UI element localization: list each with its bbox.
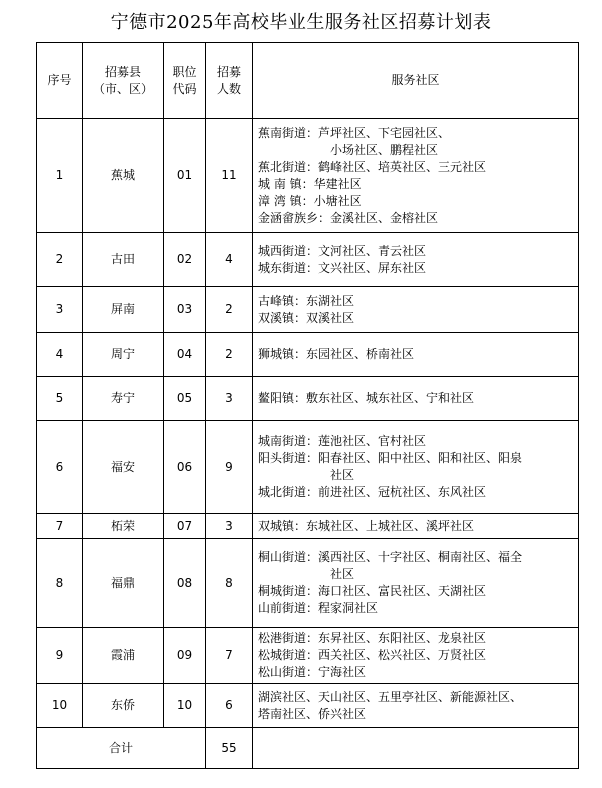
service-line: 山前街道：程家洞社区 xyxy=(258,601,379,615)
cell-count: 9 xyxy=(206,421,253,514)
cell-count: 6 xyxy=(206,684,253,728)
cell-count: 2 xyxy=(206,287,253,333)
cell-service xyxy=(253,514,579,539)
cell-service xyxy=(253,119,579,233)
cell-county: 柘荣 xyxy=(83,514,164,539)
cell-seq: 6 xyxy=(37,421,83,514)
service-line: 蕉南街道：芦坪社区、下宅园社区、 xyxy=(258,125,451,140)
cell-county: 寿宁 xyxy=(83,377,164,421)
table-row xyxy=(37,287,579,333)
service-line: 阳头街道：阳春社区、阳中社区、阳和社区、阳泉 xyxy=(258,451,523,465)
service-line: 漳 湾 镇：小塘社区 xyxy=(258,193,362,208)
table-row xyxy=(37,514,579,539)
cell-code: 03 xyxy=(164,287,206,333)
total-label: 合计 xyxy=(37,728,206,769)
cell-county: 东侨 xyxy=(83,684,164,728)
table-row xyxy=(37,421,579,514)
cell-service xyxy=(253,377,579,421)
cell-seq: 1 xyxy=(37,119,83,233)
cell-service xyxy=(253,233,579,287)
table-row xyxy=(37,377,579,421)
service-line: 塔南社区、侨兴社区 xyxy=(258,706,367,721)
service-line: 社区 xyxy=(330,468,355,482)
cell-count: 3 xyxy=(206,514,253,539)
header-county-line1: 招募县 xyxy=(104,64,141,79)
cell-seq: 4 xyxy=(37,333,83,377)
service-line: 蕉北街道：鹤峰社区、培英社区、三元社区 xyxy=(258,159,487,174)
cell-count: 3 xyxy=(206,377,253,421)
service-line: 古峰镇：东湖社区 xyxy=(258,293,355,308)
cell-seq: 10 xyxy=(37,684,83,728)
cell-county: 福鼎 xyxy=(83,539,164,628)
cell-service xyxy=(253,421,579,514)
recruitment-plan-table xyxy=(36,42,579,769)
cell-code: 04 xyxy=(164,333,206,377)
cell-seq: 7 xyxy=(37,514,83,539)
service-line: 城南街道：莲池社区、官村社区 xyxy=(258,434,427,448)
cell-count: 4 xyxy=(206,233,253,287)
cell-service xyxy=(253,333,579,377)
service-line: 双溪镇：双溪社区 xyxy=(258,310,355,325)
table-row xyxy=(37,684,579,728)
service-line: 金涵畲族乡：金溪社区、金榕社区 xyxy=(258,210,439,225)
header-count xyxy=(206,43,253,119)
cell-service xyxy=(253,287,579,333)
cell-count: 8 xyxy=(206,539,253,628)
service-line: 城 南 镇：华建社区 xyxy=(258,176,362,191)
table-row xyxy=(37,119,579,233)
table-row xyxy=(37,233,579,287)
cell-service xyxy=(253,539,579,628)
header-code xyxy=(164,43,206,119)
cell-count: 11 xyxy=(206,119,253,233)
header-count-line1: 招募 xyxy=(216,64,241,79)
cell-code: 07 xyxy=(164,514,206,539)
table-row xyxy=(37,539,579,628)
cell-county: 周宁 xyxy=(83,333,164,377)
service-line: 狮城镇：东园社区、桥南社区 xyxy=(258,347,415,361)
total-count: 55 xyxy=(206,728,253,769)
header-seq: 序号 xyxy=(37,43,83,119)
service-line: 松城街道：西关社区、松兴社区、万贤社区 xyxy=(258,648,487,662)
service-line: 松港街道：东昇社区、东阳社区、龙泉社区 xyxy=(258,631,487,645)
cell-code: 08 xyxy=(164,539,206,628)
header-code-line2: 代码 xyxy=(172,81,197,96)
cell-code: 09 xyxy=(164,628,206,684)
cell-count: 2 xyxy=(206,333,253,377)
service-line: 城北街道：前进社区、冠杭社区、东风社区 xyxy=(258,485,487,499)
table-row xyxy=(37,333,579,377)
cell-code: 05 xyxy=(164,377,206,421)
cell-county: 屏南 xyxy=(83,287,164,333)
total-row xyxy=(37,728,579,769)
cell-code: 10 xyxy=(164,684,206,728)
header-row xyxy=(37,43,579,119)
service-line: 松山街道：宁海社区 xyxy=(258,665,367,679)
cell-seq: 8 xyxy=(37,539,83,628)
total-empty xyxy=(253,728,579,769)
cell-seq: 3 xyxy=(37,287,83,333)
cell-service xyxy=(253,684,579,728)
service-line: 桐城街道：海口社区、富民社区、天湖社区 xyxy=(258,584,487,598)
cell-seq: 2 xyxy=(37,233,83,287)
page-title: 宁德市2025年高校毕业生服务社区招募计划表 xyxy=(110,12,492,33)
service-line: 鳌阳镇：敷东社区、城东社区、宁和社区 xyxy=(258,391,475,405)
service-line: 双城镇：东城社区、上城社区、溪坪社区 xyxy=(258,518,475,533)
cell-code: 02 xyxy=(164,233,206,287)
cell-seq: 9 xyxy=(37,628,83,684)
cell-code: 06 xyxy=(164,421,206,514)
header-code-line1: 职位 xyxy=(172,64,197,79)
service-line: 社区 xyxy=(330,567,355,581)
header-service: 服务社区 xyxy=(253,43,579,119)
cell-county: 古田 xyxy=(83,233,164,287)
cell-count: 7 xyxy=(206,628,253,684)
table-row xyxy=(37,628,579,684)
service-line: 湖滨社区、天山社区、五里亭社区、新能源社区、 xyxy=(258,689,523,704)
cell-county: 霞浦 xyxy=(83,628,164,684)
header-county xyxy=(83,43,164,119)
cell-county: 福安 xyxy=(83,421,164,514)
cell-service xyxy=(253,628,579,684)
service-line: 城东街道：文兴社区、屏东社区 xyxy=(258,260,427,275)
service-line: 小场社区、鹏程社区 xyxy=(330,142,439,157)
header-count-line2: 人数 xyxy=(216,81,241,96)
cell-county: 蕉城 xyxy=(83,119,164,233)
service-line: 城西街道：文河社区、青云社区 xyxy=(258,243,427,258)
cell-seq: 5 xyxy=(37,377,83,421)
header-county-line2: （市、区） xyxy=(92,81,153,96)
service-line: 桐山街道：溪西社区、十字社区、桐南社区、福全 xyxy=(258,550,523,564)
cell-code: 01 xyxy=(164,119,206,233)
